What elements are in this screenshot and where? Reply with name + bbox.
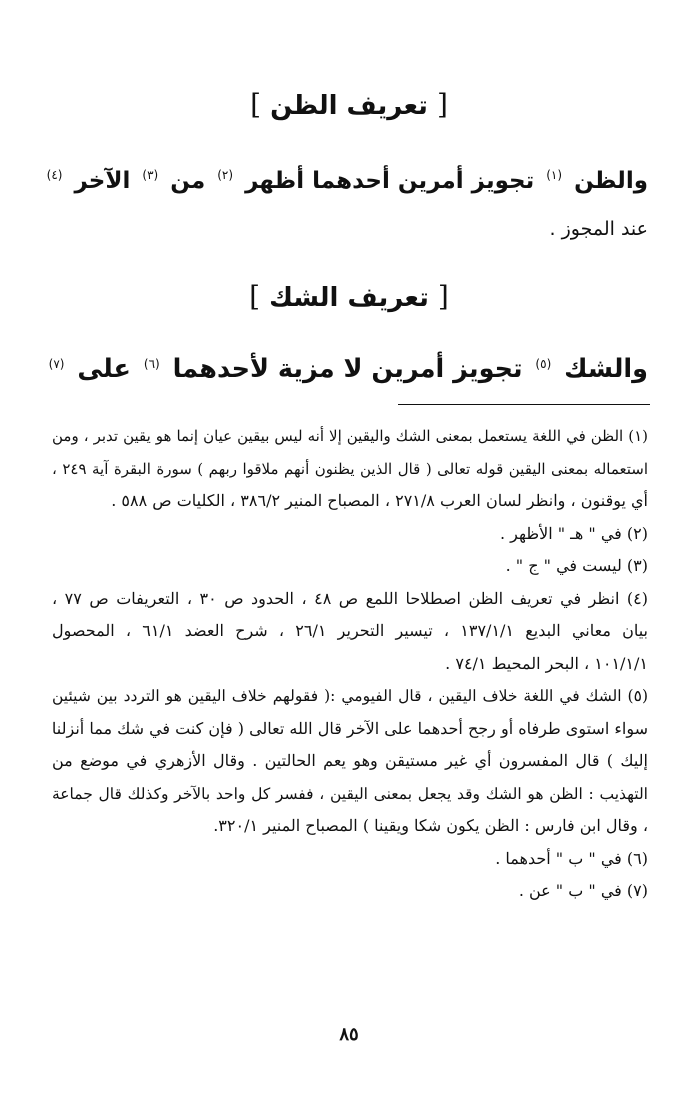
shakk-definition-line xyxy=(40,354,648,384)
footnote-line: (٣) ليست في " ج " . xyxy=(505,556,648,575)
heading-shakk-text: تعريف الشك xyxy=(269,283,429,313)
zann-definition-line xyxy=(40,168,648,194)
footnote-separator xyxy=(398,404,650,405)
footnote-ref-2: (٢) xyxy=(217,168,234,183)
page-number: ٨٥ xyxy=(339,1024,359,1045)
shakk-word: والشك xyxy=(564,354,648,384)
footnotes xyxy=(52,420,648,908)
footnote-line: (٦) في " ب " أحدهما . xyxy=(495,848,648,868)
zann-definition-part-1: تجويز أمرين أحدهما أظهر xyxy=(245,168,535,194)
heading-bracket-close: ] xyxy=(249,280,261,313)
footnote-line: التهذيب : الظن هو الشك وقد يجعل بمعنى اليقين ، ففسر كل واحد بالآخر وكذلك قال جماعة xyxy=(52,784,648,803)
footnote-line: أي يوقنون ، وانظر لسان العرب ٢٧١/٨ ، المصباح المنير ٣٨٦/٢ ، الكليات ص ٥٨٨ . xyxy=(111,491,648,510)
heading-bracket-open: [ xyxy=(436,88,448,121)
footnote-line: (٤) انظر في تعريف الظن اصطلاحا اللمع ص ٤٨ ، الحدود ص ٣٠ ، التعريفات ص ٧٧ ، xyxy=(52,588,649,608)
footnote-line: استعماله بمعنى اليقين قوله تعالى ( قال الذين يظنون أنهم ملاقوا ربهم ) سورة البقرة آية ٢٤٩ ، xyxy=(52,459,649,478)
heading-bracket-close: ] xyxy=(250,88,262,121)
zann-definition-part-3: الآخر xyxy=(74,168,131,194)
heading-zann-definition xyxy=(0,88,698,121)
footnote-line: (٢) في " هـ " الأظهر . xyxy=(499,523,648,543)
zann-definition-part-2: من xyxy=(170,168,206,194)
footnote-line: ١٠١/١/١ ، البحر المحيط ٧٤/١ . xyxy=(445,653,648,673)
footnote-ref-1: (١) xyxy=(546,168,563,183)
zann-word: والظن xyxy=(574,168,648,194)
footnote-line: ، وقال ابن فارس : الظن يكون شكا ويقينا ) المصباح المنير ٣٢٠/١. xyxy=(213,816,648,835)
shakk-definition-part-1: تجويز أمرين لا مزية لأحدهما xyxy=(172,354,523,384)
zann-definition-continuation: عند المجوز . xyxy=(549,218,648,240)
heading-bracket-open: [ xyxy=(437,280,449,313)
footnote-line: إليك ) قال المفسرون أي غير مستيقن وهو يعم الحالتين . وقال الأزهري في موضع من xyxy=(52,751,648,770)
heading-zann-text: تعريف الظن xyxy=(270,91,428,121)
footnote-ref-4: (٤) xyxy=(46,168,63,183)
footnote-ref-6: (٦) xyxy=(143,356,160,371)
footnote-line: سواء استوى طرفاه أو رجح أحدهما على الآخر قال الله تعالى ( فإن كنت في شك مما أنزلنا xyxy=(51,718,648,738)
footnote-line: (٥) الشك في اللغة خلاف اليقين ، قال الفيومي :( فقولهم خلاف اليقين هو التردد بين شيئين xyxy=(52,687,648,705)
footnote-line: (١) الظن في اللغة يستعمل بمعنى الشك واليقين إلا أنه ليس بيقين عيان إنما هو يقين تدبر ، ومن xyxy=(52,427,648,445)
footnote-ref-5: (٥) xyxy=(535,356,552,371)
footnote-ref-3: (٣) xyxy=(142,168,159,183)
shakk-definition-part-2: على xyxy=(77,354,131,384)
heading-shakk-definition xyxy=(0,280,698,313)
footnote-ref-7: (٧) xyxy=(48,356,65,371)
footnote-line: بيان معاني البديع ١٣٧/١/١ ، تيسير التحرير ٢٦/١ ، شرح العضد ٦١/١ ، المحصول xyxy=(52,621,649,640)
footnote-line: (٧) في " ب " عن . xyxy=(518,881,648,900)
